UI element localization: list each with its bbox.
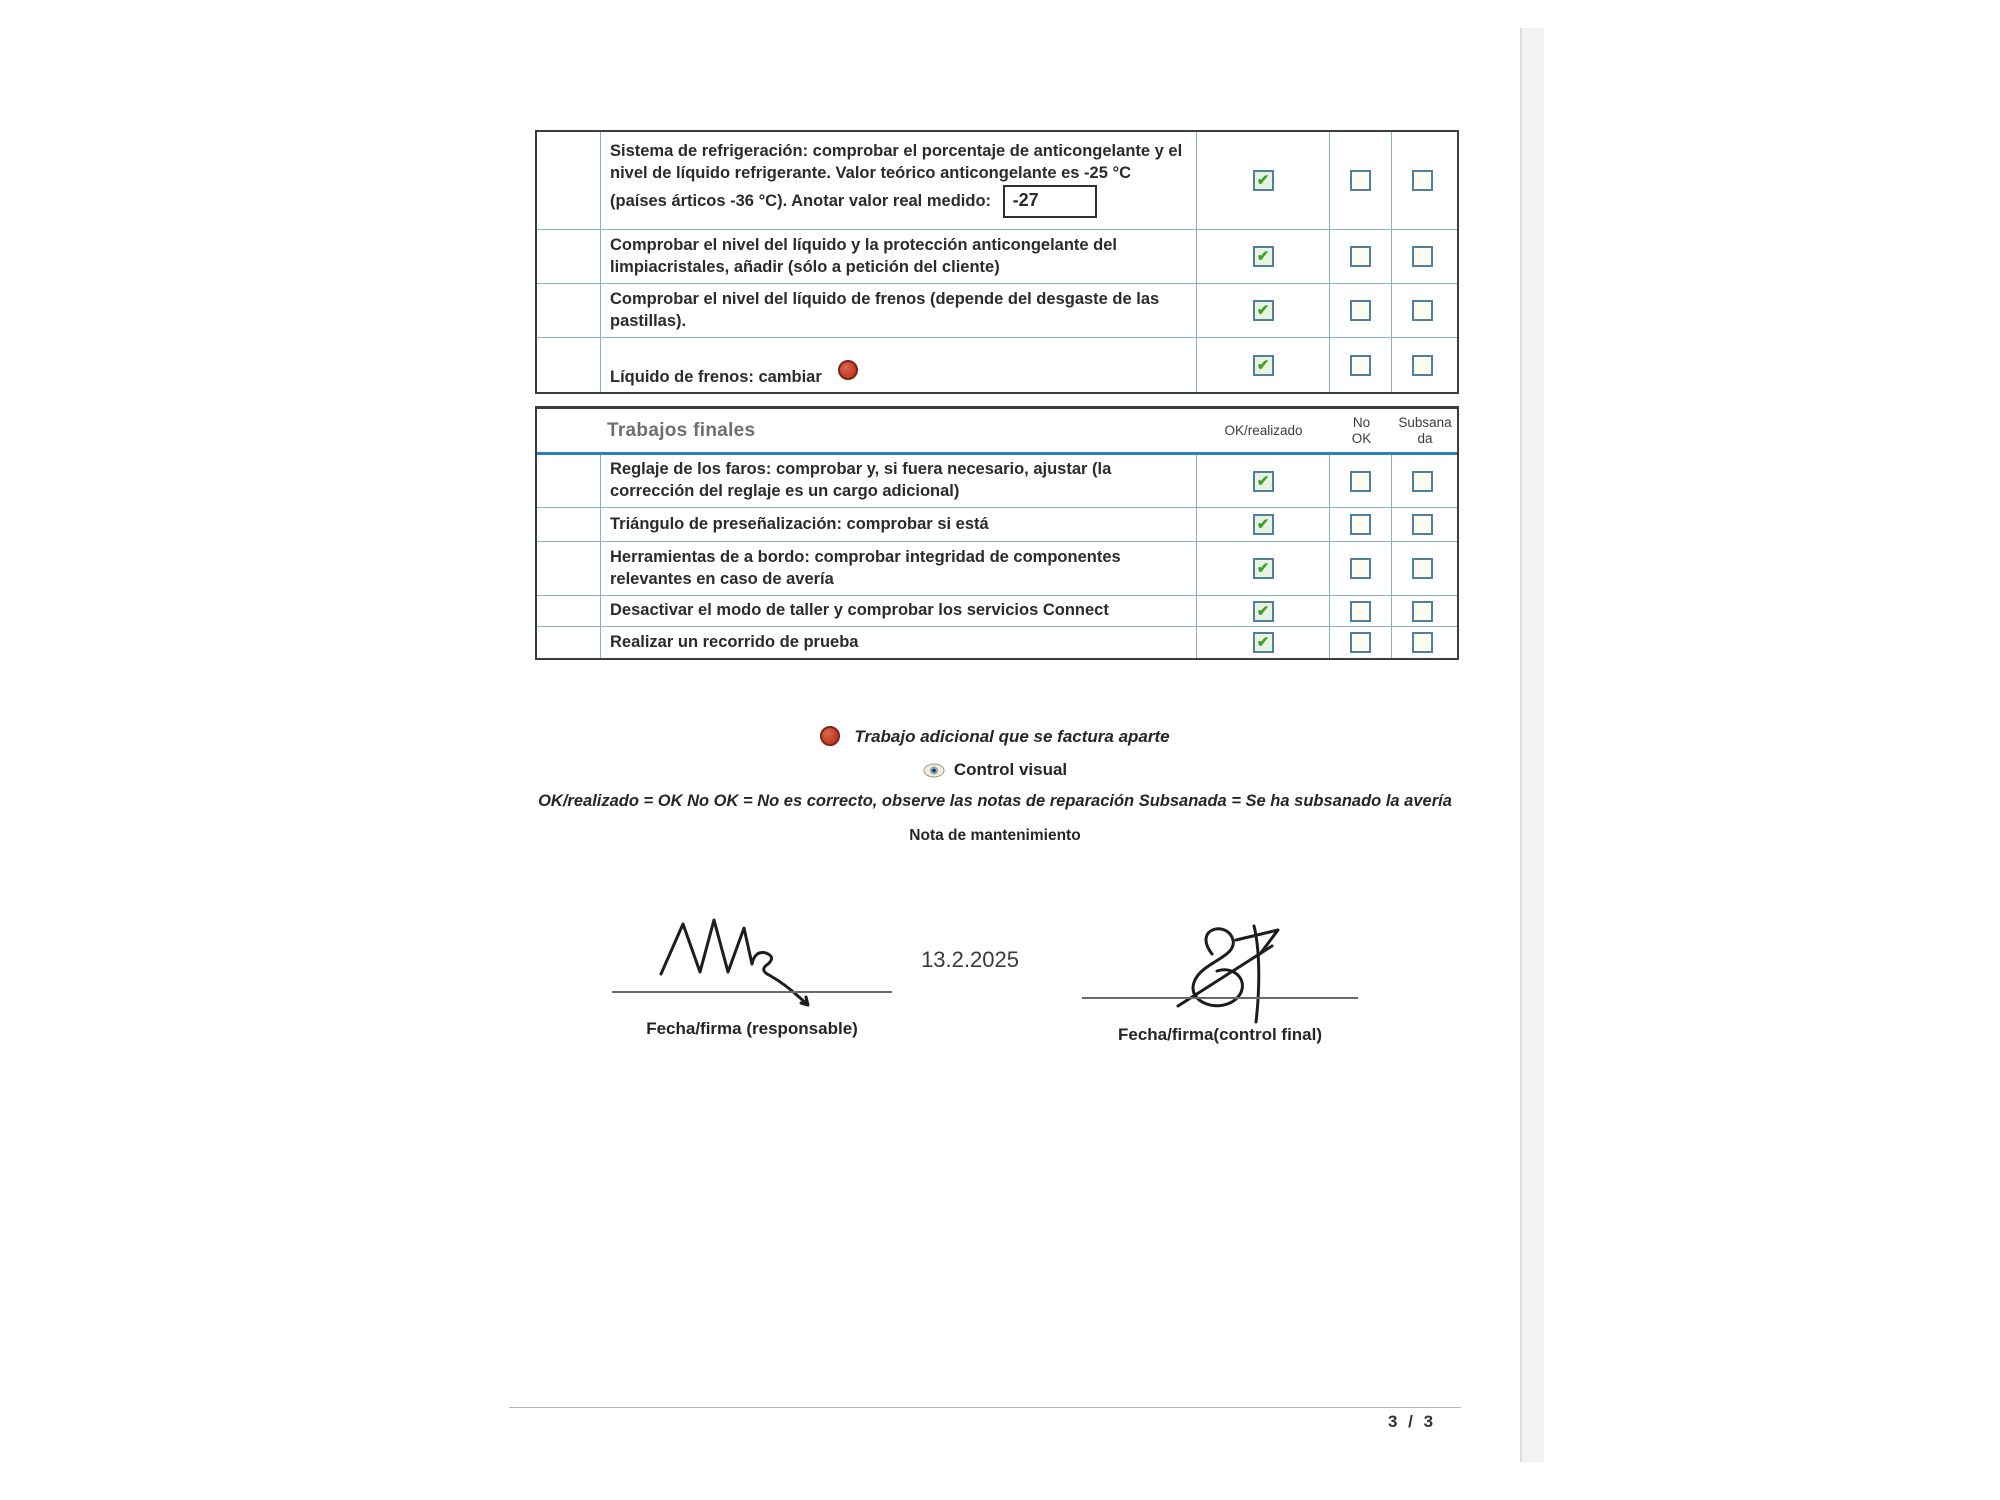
legend-extra-charge-text: Trabajo adicional que se factura aparte xyxy=(854,727,1170,746)
signature-date: 13.2.2025 xyxy=(921,947,1019,972)
subsanada-checkbox[interactable] xyxy=(1412,514,1433,535)
table-row xyxy=(537,626,1457,658)
task-description-cell xyxy=(600,132,1196,229)
task-text: Sistema de refrigeración: comprobar el porcentaje de anticongelante y el nivel de líquido refrigerante. Valor teórico anticongelante es -25 °C (países árticos -36 °C). Anotar valor real medido: xyxy=(610,142,1183,210)
extra-charge-marker-icon xyxy=(820,726,840,746)
column-header-ok: OK/realizado xyxy=(1224,422,1303,438)
final-works-header-row xyxy=(537,409,1457,455)
row-marker-cell xyxy=(537,230,600,283)
subsanada-cell xyxy=(1391,338,1453,392)
page-number: 3 / 3 xyxy=(1388,1412,1437,1431)
table-row xyxy=(537,595,1457,626)
no-ok-checkbox[interactable] xyxy=(1350,170,1371,191)
table-row xyxy=(537,455,1457,507)
eye-icon xyxy=(923,763,945,778)
subsanada-cell xyxy=(1391,132,1453,229)
ok-checkbox[interactable] xyxy=(1253,558,1274,579)
no-ok-checkbox[interactable] xyxy=(1350,246,1371,267)
task-description-cell xyxy=(600,508,1196,541)
subsanada-cell xyxy=(1391,284,1453,337)
task-text: Comprobar el nivel del líquido y la protección anticongelante del limpiacristales, añadir (sólo a petición del cliente) xyxy=(610,235,1118,276)
table-row xyxy=(537,541,1457,595)
subsanada-checkbox[interactable] xyxy=(1412,170,1433,191)
no-ok-checkbox[interactable] xyxy=(1350,558,1371,579)
ok-checkbox[interactable] xyxy=(1253,514,1274,535)
no-ok-cell xyxy=(1329,132,1391,229)
task-description-cell xyxy=(600,338,1196,392)
table-row xyxy=(537,507,1457,541)
section-title: Trabajos finales xyxy=(607,419,756,441)
ok-checkbox[interactable] xyxy=(1253,355,1274,376)
subsanada-cell xyxy=(1391,230,1453,283)
no-ok-cell xyxy=(1329,596,1391,626)
row-marker-cell xyxy=(537,132,600,229)
ok-checkbox[interactable] xyxy=(1253,632,1274,653)
ok-checkbox[interactable] xyxy=(1253,300,1274,321)
row-marker-cell xyxy=(537,338,600,392)
scan-page-edge xyxy=(1520,28,1522,1462)
ok-cell xyxy=(1196,338,1329,392)
no-ok-checkbox[interactable] xyxy=(1350,601,1371,622)
task-text: Desactivar el modo de taller y comprobar los servicios Connect xyxy=(610,601,1109,620)
subsanada-cell xyxy=(1391,542,1453,595)
no-ok-cell xyxy=(1329,627,1391,658)
column-header-no-ok: No OK xyxy=(1351,414,1372,446)
final-control-signature xyxy=(1170,920,1330,1025)
row-marker-cell xyxy=(537,596,600,626)
ok-cell xyxy=(1196,508,1329,541)
table-row xyxy=(537,132,1457,229)
ok-checkbox[interactable] xyxy=(1253,601,1274,622)
subsanada-checkbox[interactable] xyxy=(1412,300,1433,321)
legend-extra-charge xyxy=(535,726,1455,747)
task-description-cell xyxy=(600,284,1196,337)
no-ok-cell xyxy=(1329,542,1391,595)
table-row xyxy=(537,283,1457,337)
ok-checkbox[interactable] xyxy=(1253,170,1274,191)
subsanada-cell xyxy=(1391,627,1453,658)
subsanada-checkbox[interactable] xyxy=(1412,558,1433,579)
task-text: Líquido de frenos: cambiar xyxy=(610,368,822,386)
ok-cell xyxy=(1196,132,1329,229)
task-description-cell xyxy=(600,627,1196,658)
row-marker-cell xyxy=(537,455,600,507)
row-marker-cell xyxy=(537,508,600,541)
task-text: Realizar un recorrido de prueba xyxy=(610,632,859,651)
subsanada-checkbox[interactable] xyxy=(1412,355,1433,376)
task-description-cell xyxy=(600,455,1196,507)
row-marker-cell xyxy=(537,284,600,337)
responsible-signature-label: Fecha/firma (responsable) xyxy=(646,1019,858,1038)
ok-cell xyxy=(1196,627,1329,658)
subsanada-cell xyxy=(1391,596,1453,626)
no-ok-checkbox[interactable] xyxy=(1350,632,1371,653)
ok-cell xyxy=(1196,542,1329,595)
no-ok-cell xyxy=(1329,338,1391,392)
subsanada-cell xyxy=(1391,455,1453,507)
no-ok-cell xyxy=(1329,284,1391,337)
subsanada-checkbox[interactable] xyxy=(1412,601,1433,622)
row-marker-cell xyxy=(537,542,600,595)
responsible-signature-line xyxy=(612,991,892,993)
subsanada-checkbox[interactable] xyxy=(1412,471,1433,492)
ok-cell xyxy=(1196,284,1329,337)
legend-visual-check-text: Control visual xyxy=(953,760,1068,779)
legend-visual-check xyxy=(535,760,1455,780)
extra-charge-marker-icon xyxy=(838,360,858,380)
ok-cell xyxy=(1196,230,1329,283)
task-text: Comprobar el nivel del líquido de frenos (depende del desgaste de las pastillas). xyxy=(610,289,1160,330)
subsanada-checkbox[interactable] xyxy=(1412,246,1433,267)
task-description-cell xyxy=(600,542,1196,595)
responsible-signature xyxy=(655,912,835,1012)
measured-value-box[interactable]: -27 xyxy=(1003,185,1097,218)
table-row xyxy=(537,229,1457,283)
no-ok-checkbox[interactable] xyxy=(1350,300,1371,321)
no-ok-checkbox[interactable] xyxy=(1350,471,1371,492)
final-control-signature-label: Fecha/firma(control final) xyxy=(1117,1025,1323,1044)
final-works-table xyxy=(535,406,1459,660)
ok-checkbox[interactable] xyxy=(1253,471,1274,492)
subsanada-checkbox[interactable] xyxy=(1412,632,1433,653)
ok-cell xyxy=(1196,596,1329,626)
task-description-cell xyxy=(600,596,1196,626)
subsanada-cell xyxy=(1391,508,1453,541)
ok-checkbox[interactable] xyxy=(1253,246,1274,267)
legend-abbreviations: OK/realizado = OK No OK = No es correcto, observe las notas de reparación Subsanada = Se ha subsanado la avería xyxy=(538,792,1452,810)
task-text: Reglaje de los faros: comprobar y, si fuera necesario, ajustar (la corrección del reglaje es un cargo adicional) xyxy=(610,460,1112,500)
no-ok-cell xyxy=(1329,508,1391,541)
task-text: Triángulo de preseñalización: comprobar si está xyxy=(610,514,989,533)
no-ok-cell xyxy=(1329,230,1391,283)
column-header-subsanada: Subsanada xyxy=(1398,414,1452,446)
row-marker-cell xyxy=(537,627,600,658)
table-row xyxy=(537,337,1457,392)
footer-rule xyxy=(509,1407,1461,1408)
scan-page-edge-shadow xyxy=(1522,28,1544,1462)
no-ok-cell xyxy=(1329,455,1391,507)
no-ok-checkbox[interactable] xyxy=(1350,355,1371,376)
ok-cell xyxy=(1196,455,1329,507)
no-ok-checkbox[interactable] xyxy=(1350,514,1371,535)
checklist-continued-table xyxy=(535,130,1459,394)
task-text: Herramientas de a bordo: comprobar integridad de componentes relevantes en caso de avería xyxy=(610,547,1121,588)
final-control-signature-line xyxy=(1082,997,1358,999)
task-description-cell xyxy=(600,230,1196,283)
maintenance-note-label: Nota de mantenimiento xyxy=(909,827,1081,844)
